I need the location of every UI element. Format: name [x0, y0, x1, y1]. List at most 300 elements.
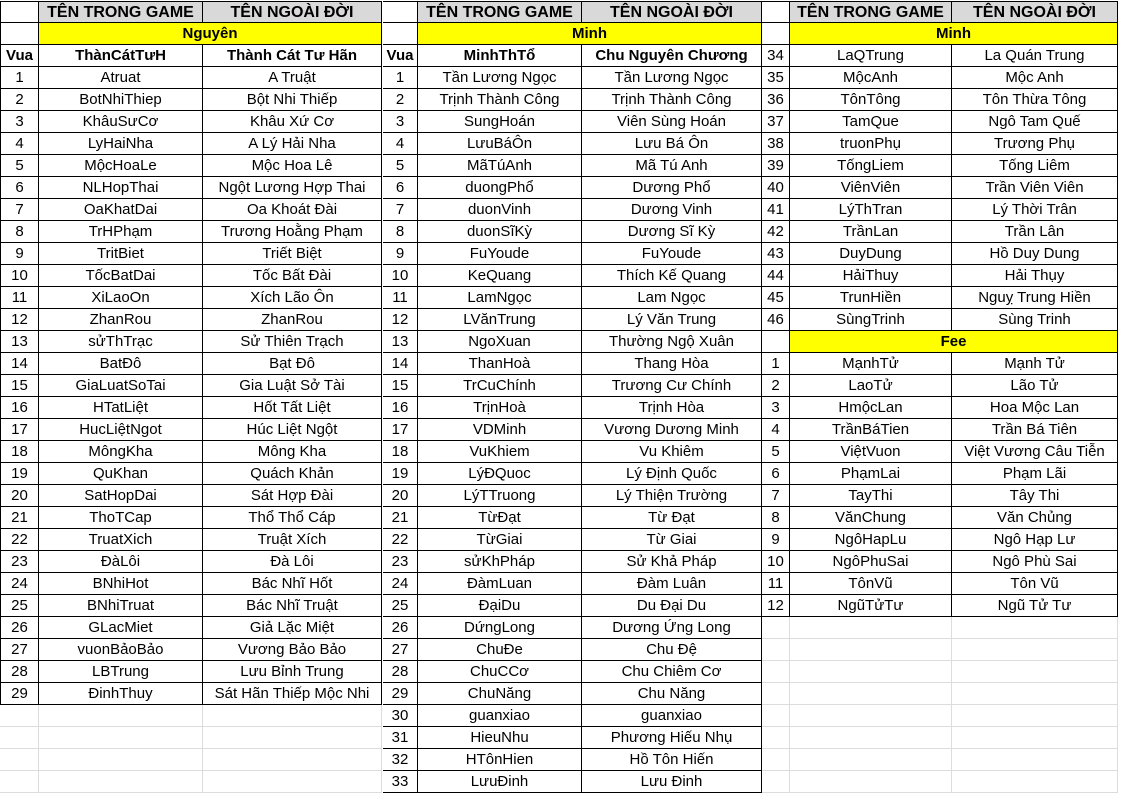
table-cell[interactable]: TốcBatDai: [39, 265, 203, 287]
table-cell[interactable]: Oa Khoát Đài: [203, 199, 382, 221]
table-cell[interactable]: TônVũ: [790, 573, 952, 595]
column-header[interactable]: Vua: [383, 45, 418, 67]
table-cell[interactable]: 10: [383, 265, 418, 287]
table-cell[interactable]: VDMinh: [418, 419, 582, 441]
table-cell[interactable]: TrCuChính: [418, 375, 582, 397]
table-cell[interactable]: Sát Hãn Thiếp Mộc Nhi: [203, 683, 382, 705]
section-title[interactable]: Nguyên: [39, 23, 382, 45]
table-cell[interactable]: Văn Chủng: [952, 507, 1118, 529]
table-cell[interactable]: SùngTrinh: [790, 309, 952, 331]
table-cell[interactable]: Trịnh Hòa: [582, 397, 762, 419]
table-cell[interactable]: TayThi: [790, 485, 952, 507]
table-cell[interactable]: 31: [383, 727, 418, 749]
empty-cell[interactable]: [39, 749, 203, 771]
table-cell[interactable]: Lưu Bỉnh Trung: [203, 661, 382, 683]
table-cell[interactable]: ViênViên: [790, 177, 952, 199]
table-cell[interactable]: LaQTrung: [790, 45, 952, 67]
table-cell[interactable]: 45: [762, 287, 790, 309]
table-cell[interactable]: Vương Dương Minh: [582, 419, 762, 441]
table-cell[interactable]: 26: [0, 617, 39, 639]
table-cell[interactable]: truonPhụ: [790, 133, 952, 155]
table-cell[interactable]: Giả Lặc Miệt: [203, 617, 382, 639]
table-cell[interactable]: Trịnh Thành Công: [582, 89, 762, 111]
header-real-name[interactable]: TÊN NGOÀI ĐỜI: [582, 1, 762, 23]
header-blank-cell[interactable]: [383, 1, 418, 23]
empty-cell[interactable]: [0, 749, 39, 771]
table-cell[interactable]: TritBiet: [39, 243, 203, 265]
table-cell[interactable]: Hồ Tôn Hiến: [582, 749, 762, 771]
empty-cell[interactable]: [790, 639, 952, 661]
table-cell[interactable]: Lưu Bá Ôn: [582, 133, 762, 155]
table-cell[interactable]: 27: [383, 639, 418, 661]
table-cell[interactable]: NLHopThai: [39, 177, 203, 199]
table-cell[interactable]: Du Đại Du: [582, 595, 762, 617]
table-cell[interactable]: 6: [762, 463, 790, 485]
table-cell[interactable]: Dương Vinh: [582, 199, 762, 221]
table-cell[interactable]: Chu Chiêm Cơ: [582, 661, 762, 683]
table-cell[interactable]: Triết Biệt: [203, 243, 382, 265]
table-cell[interactable]: Sùng Trinh: [952, 309, 1118, 331]
table-cell[interactable]: 21: [0, 507, 39, 529]
table-cell[interactable]: 29: [0, 683, 39, 705]
table-cell[interactable]: Tôn Thừa Tông: [952, 89, 1118, 111]
table-cell[interactable]: FuYoude: [582, 243, 762, 265]
table-cell[interactable]: Hải Thụy: [952, 265, 1118, 287]
table-cell[interactable]: TrHPhạm: [39, 221, 203, 243]
table-cell[interactable]: FuYoude: [418, 243, 582, 265]
table-cell[interactable]: 2: [383, 89, 418, 111]
table-cell[interactable]: 15: [0, 375, 39, 397]
table-cell[interactable]: Bạt Đô: [203, 353, 382, 375]
table-cell[interactable]: Trương Cư Chính: [582, 375, 762, 397]
empty-cell[interactable]: [790, 683, 952, 705]
table-cell[interactable]: 27: [0, 639, 39, 661]
empty-cell[interactable]: [762, 617, 790, 639]
empty-cell[interactable]: [952, 683, 1118, 705]
table-cell[interactable]: HmộcLan: [790, 397, 952, 419]
table-cell[interactable]: MộcHoaLe: [39, 155, 203, 177]
table-cell[interactable]: BNhiTruat: [39, 595, 203, 617]
table-cell[interactable]: NgoXuan: [418, 331, 582, 353]
table-cell[interactable]: OaKhatDai: [39, 199, 203, 221]
table-cell[interactable]: Sát Hợp Đài: [203, 485, 382, 507]
table-cell[interactable]: QuKhan: [39, 463, 203, 485]
table-cell[interactable]: Lam Ngọc: [582, 287, 762, 309]
table-cell[interactable]: Trần Viên Viên: [952, 177, 1118, 199]
table-cell[interactable]: Atruat: [39, 67, 203, 89]
table-cell[interactable]: Việt Vương Câu Tiễn: [952, 441, 1118, 463]
table-cell[interactable]: 1: [762, 353, 790, 375]
empty-cell[interactable]: [952, 771, 1118, 793]
empty-cell[interactable]: [790, 705, 952, 727]
empty-cell[interactable]: [762, 727, 790, 749]
table-cell[interactable]: Lý Văn Trung: [582, 309, 762, 331]
table-cell[interactable]: DuyDung: [790, 243, 952, 265]
table-cell[interactable]: Dương Ứng Long: [582, 617, 762, 639]
table-cell[interactable]: 16: [0, 397, 39, 419]
table-cell[interactable]: Thường Ngộ Xuân: [582, 331, 762, 353]
column-header[interactable]: Thành Cát Tư Hãn: [203, 45, 382, 67]
table-cell[interactable]: 44: [762, 265, 790, 287]
table-cell[interactable]: TrầnBáTien: [790, 419, 952, 441]
table-cell[interactable]: TrầnLan: [790, 221, 952, 243]
table-cell[interactable]: Mộc Anh: [952, 67, 1118, 89]
table-cell[interactable]: 7: [383, 199, 418, 221]
empty-cell[interactable]: [790, 771, 952, 793]
table-cell[interactable]: Khâu Xứ Cơ: [203, 111, 382, 133]
empty-cell[interactable]: [762, 683, 790, 705]
table-cell[interactable]: TamQue: [790, 111, 952, 133]
empty-cell[interactable]: [39, 727, 203, 749]
table-cell[interactable]: Tần Lương Ngọc: [418, 67, 582, 89]
table-cell[interactable]: LýĐQuoc: [418, 463, 582, 485]
table-cell[interactable]: Húc Liệt Ngột: [203, 419, 382, 441]
table-cell[interactable]: vuonBảoBảo: [39, 639, 203, 661]
table-cell[interactable]: 28: [383, 661, 418, 683]
table-cell[interactable]: 18: [383, 441, 418, 463]
table-cell[interactable]: ĐạiDu: [418, 595, 582, 617]
table-cell[interactable]: 30: [383, 705, 418, 727]
table-cell[interactable]: duonVinh: [418, 199, 582, 221]
section-blank-cell[interactable]: [762, 331, 790, 353]
table-cell[interactable]: Quách Khản: [203, 463, 382, 485]
table-cell[interactable]: 3: [0, 111, 39, 133]
table-cell[interactable]: Bác Nhĩ Hốt: [203, 573, 382, 595]
table-cell[interactable]: PhạmLai: [790, 463, 952, 485]
table-cell[interactable]: Phạm Lãi: [952, 463, 1118, 485]
table-cell[interactable]: 5: [0, 155, 39, 177]
table-cell[interactable]: 13: [383, 331, 418, 353]
table-cell[interactable]: 12: [0, 309, 39, 331]
table-cell[interactable]: sửKhPháp: [418, 551, 582, 573]
table-cell[interactable]: TrịnHoà: [418, 397, 582, 419]
empty-cell[interactable]: [952, 705, 1118, 727]
table-cell[interactable]: Chu Năng: [582, 683, 762, 705]
table-cell[interactable]: 5: [383, 155, 418, 177]
empty-cell[interactable]: [952, 727, 1118, 749]
table-cell[interactable]: 8: [0, 221, 39, 243]
table-cell[interactable]: Tốc Bất Đài: [203, 265, 382, 287]
table-cell[interactable]: ĐàLôi: [39, 551, 203, 573]
empty-cell[interactable]: [203, 705, 382, 727]
table-cell[interactable]: Bột Nhi Thiếp: [203, 89, 382, 111]
table-cell[interactable]: 11: [383, 287, 418, 309]
table-cell[interactable]: 15: [383, 375, 418, 397]
table-cell[interactable]: MạnhTử: [790, 353, 952, 375]
empty-cell[interactable]: [952, 661, 1118, 683]
section-title[interactable]: Fee: [790, 331, 1118, 353]
table-cell[interactable]: NgôPhuSai: [790, 551, 952, 573]
table-cell[interactable]: 28: [0, 661, 39, 683]
table-cell[interactable]: Lão Tử: [952, 375, 1118, 397]
table-cell[interactable]: KeQuang: [418, 265, 582, 287]
table-cell[interactable]: TruatXich: [39, 529, 203, 551]
table-cell[interactable]: HTatLiệt: [39, 397, 203, 419]
table-cell[interactable]: LamNgọc: [418, 287, 582, 309]
table-cell[interactable]: LýThTran: [790, 199, 952, 221]
table-cell[interactable]: 3: [762, 397, 790, 419]
table-cell[interactable]: Đà Lôi: [203, 551, 382, 573]
table-cell[interactable]: TừĐạt: [418, 507, 582, 529]
empty-cell[interactable]: [790, 661, 952, 683]
empty-cell[interactable]: [790, 617, 952, 639]
table-cell[interactable]: 46: [762, 309, 790, 331]
header-blank-cell[interactable]: [762, 1, 790, 23]
table-cell[interactable]: 4: [762, 419, 790, 441]
table-cell[interactable]: Vương Bảo Bảo: [203, 639, 382, 661]
section-title[interactable]: Minh: [418, 23, 762, 45]
table-cell[interactable]: Hoa Mộc Lan: [952, 397, 1118, 419]
table-cell[interactable]: 24: [0, 573, 39, 595]
table-cell[interactable]: Từ Đạt: [582, 507, 762, 529]
empty-cell[interactable]: [952, 617, 1118, 639]
table-cell[interactable]: 38: [762, 133, 790, 155]
table-cell[interactable]: HảiThuy: [790, 265, 952, 287]
table-cell[interactable]: NgôHapLu: [790, 529, 952, 551]
table-cell[interactable]: 17: [383, 419, 418, 441]
empty-cell[interactable]: [762, 639, 790, 661]
table-cell[interactable]: Ngô Hạp Lư: [952, 529, 1118, 551]
table-cell[interactable]: 13: [0, 331, 39, 353]
table-cell[interactable]: TốngLiem: [790, 155, 952, 177]
table-cell[interactable]: HieuNhu: [418, 727, 582, 749]
table-cell[interactable]: ĐinhThuy: [39, 683, 203, 705]
table-cell[interactable]: Ngột Lương Hợp Thai: [203, 177, 382, 199]
table-cell[interactable]: GiaLuatSoTai: [39, 375, 203, 397]
table-cell[interactable]: Chu Đệ: [582, 639, 762, 661]
table-cell[interactable]: Lý Định Quốc: [582, 463, 762, 485]
table-cell[interactable]: Tây Thi: [952, 485, 1118, 507]
table-cell[interactable]: GLacMiet: [39, 617, 203, 639]
empty-cell[interactable]: [0, 727, 39, 749]
table-cell[interactable]: Ngô Phù Sai: [952, 551, 1118, 573]
table-cell[interactable]: LưuBáÔn: [418, 133, 582, 155]
table-cell[interactable]: A Lý Hải Nha: [203, 133, 382, 155]
table-cell[interactable]: SatHopDai: [39, 485, 203, 507]
header-game-name[interactable]: TÊN TRONG GAME: [418, 1, 582, 23]
table-cell[interactable]: 36: [762, 89, 790, 111]
table-cell[interactable]: TrunHiền: [790, 287, 952, 309]
table-cell[interactable]: 12: [383, 309, 418, 331]
table-cell[interactable]: guanxiao: [582, 705, 762, 727]
table-cell[interactable]: 19: [0, 463, 39, 485]
header-real-name[interactable]: TÊN NGOÀI ĐỜI: [203, 1, 382, 23]
table-cell[interactable]: Tôn Vũ: [952, 573, 1118, 595]
empty-cell[interactable]: [0, 705, 39, 727]
empty-cell[interactable]: [790, 727, 952, 749]
table-cell[interactable]: 4: [0, 133, 39, 155]
table-cell[interactable]: 9: [383, 243, 418, 265]
table-cell[interactable]: ThoTCap: [39, 507, 203, 529]
table-cell[interactable]: MãTúAnh: [418, 155, 582, 177]
table-cell[interactable]: 17: [0, 419, 39, 441]
table-cell[interactable]: 1: [0, 67, 39, 89]
table-cell[interactable]: LyHaiNha: [39, 133, 203, 155]
table-cell[interactable]: Dương Phổ: [582, 177, 762, 199]
table-cell[interactable]: Sử Thiên Trạch: [203, 331, 382, 353]
header-game-name[interactable]: TÊN TRONG GAME: [790, 1, 952, 23]
table-cell[interactable]: 2: [762, 375, 790, 397]
table-cell[interactable]: Vu Khiêm: [582, 441, 762, 463]
table-cell[interactable]: ĐàmLuan: [418, 573, 582, 595]
table-cell[interactable]: VănChung: [790, 507, 952, 529]
table-cell[interactable]: 12: [762, 595, 790, 617]
table-cell[interactable]: Mông Kha: [203, 441, 382, 463]
table-cell[interactable]: Ngũ Tử Tư: [952, 595, 1118, 617]
empty-cell[interactable]: [952, 639, 1118, 661]
table-cell[interactable]: 23: [0, 551, 39, 573]
table-cell[interactable]: Xích Lão Ôn: [203, 287, 382, 309]
table-cell[interactable]: 42: [762, 221, 790, 243]
table-cell[interactable]: 32: [383, 749, 418, 771]
empty-cell[interactable]: [203, 749, 382, 771]
table-cell[interactable]: Gia Luật Sở Tài: [203, 375, 382, 397]
empty-cell[interactable]: [762, 705, 790, 727]
table-cell[interactable]: 10: [0, 265, 39, 287]
table-cell[interactable]: ChuNăng: [418, 683, 582, 705]
table-cell[interactable]: NgũTửTư: [790, 595, 952, 617]
table-cell[interactable]: Trần Lân: [952, 221, 1118, 243]
table-cell[interactable]: A Truật: [203, 67, 382, 89]
table-cell[interactable]: LVănTrung: [418, 309, 582, 331]
table-cell[interactable]: BNhiHot: [39, 573, 203, 595]
table-cell[interactable]: 2: [0, 89, 39, 111]
table-cell[interactable]: 14: [383, 353, 418, 375]
table-cell[interactable]: ZhanRou: [203, 309, 382, 331]
table-cell[interactable]: LưuĐinh: [418, 771, 582, 793]
table-cell[interactable]: ViệtVuon: [790, 441, 952, 463]
table-cell[interactable]: Từ Giai: [582, 529, 762, 551]
table-cell[interactable]: Nguỵ Trung Hiền: [952, 287, 1118, 309]
table-cell[interactable]: 11: [762, 573, 790, 595]
column-header[interactable]: Vua: [0, 45, 39, 67]
table-cell[interactable]: 37: [762, 111, 790, 133]
empty-cell[interactable]: [0, 771, 39, 793]
table-cell[interactable]: Hốt Tất Liệt: [203, 397, 382, 419]
header-game-name[interactable]: TÊN TRONG GAME: [39, 1, 203, 23]
table-cell[interactable]: LBTrung: [39, 661, 203, 683]
table-cell[interactable]: 29: [383, 683, 418, 705]
table-cell[interactable]: 24: [383, 573, 418, 595]
column-header[interactable]: MinhThTổ: [418, 45, 582, 67]
table-cell[interactable]: 5: [762, 441, 790, 463]
header-real-name[interactable]: TÊN NGOÀI ĐỜI: [952, 1, 1118, 23]
empty-cell[interactable]: [203, 771, 382, 793]
column-header[interactable]: Chu Nguyên Chương: [582, 45, 762, 67]
table-cell[interactable]: DứngLong: [418, 617, 582, 639]
table-cell[interactable]: 11: [0, 287, 39, 309]
table-cell[interactable]: Lý Thiện Trường: [582, 485, 762, 507]
table-cell[interactable]: Mạnh Tử: [952, 353, 1118, 375]
table-cell[interactable]: 10: [762, 551, 790, 573]
table-cell[interactable]: 43: [762, 243, 790, 265]
table-cell[interactable]: Ngô Tam Quế: [952, 111, 1118, 133]
table-cell[interactable]: HTônHien: [418, 749, 582, 771]
table-cell[interactable]: ThanHoà: [418, 353, 582, 375]
table-cell[interactable]: Lưu Đinh: [582, 771, 762, 793]
table-cell[interactable]: 40: [762, 177, 790, 199]
table-cell[interactable]: guanxiao: [418, 705, 582, 727]
table-cell[interactable]: ChuĐe: [418, 639, 582, 661]
table-cell[interactable]: duongPhổ: [418, 177, 582, 199]
table-cell[interactable]: TônTông: [790, 89, 952, 111]
table-cell[interactable]: Mộc Hoa Lê: [203, 155, 382, 177]
table-cell[interactable]: LýTTruong: [418, 485, 582, 507]
table-cell[interactable]: 20: [383, 485, 418, 507]
table-cell[interactable]: 6: [383, 177, 418, 199]
table-cell[interactable]: Đàm Luân: [582, 573, 762, 595]
table-cell[interactable]: XiLaoOn: [39, 287, 203, 309]
table-cell[interactable]: 34: [762, 45, 790, 67]
empty-cell[interactable]: [952, 749, 1118, 771]
column-header[interactable]: ThànCátTưH: [39, 45, 203, 67]
table-cell[interactable]: BatĐô: [39, 353, 203, 375]
empty-cell[interactable]: [39, 705, 203, 727]
table-cell[interactable]: TừGiai: [418, 529, 582, 551]
table-cell[interactable]: HucLiệtNgot: [39, 419, 203, 441]
table-cell[interactable]: 9: [0, 243, 39, 265]
empty-cell[interactable]: [203, 727, 382, 749]
table-cell[interactable]: Trương Phụ: [952, 133, 1118, 155]
table-cell[interactable]: 1: [383, 67, 418, 89]
table-cell[interactable]: Trần Bá Tiên: [952, 419, 1118, 441]
table-cell[interactable]: MộcAnh: [790, 67, 952, 89]
table-cell[interactable]: 25: [383, 595, 418, 617]
table-cell[interactable]: 22: [0, 529, 39, 551]
table-cell[interactable]: 16: [383, 397, 418, 419]
table-cell[interactable]: duonSĩKỳ: [418, 221, 582, 243]
empty-cell[interactable]: [762, 749, 790, 771]
table-cell[interactable]: La Quán Trung: [952, 45, 1118, 67]
table-cell[interactable]: 18: [0, 441, 39, 463]
table-cell[interactable]: Mã Tú Anh: [582, 155, 762, 177]
table-cell[interactable]: 21: [383, 507, 418, 529]
table-cell[interactable]: Phương Hiếu Nhụ: [582, 727, 762, 749]
table-cell[interactable]: Tần Lương Ngọc: [582, 67, 762, 89]
table-cell[interactable]: 35: [762, 67, 790, 89]
table-cell[interactable]: 7: [0, 199, 39, 221]
table-cell[interactable]: 3: [383, 111, 418, 133]
section-blank-cell[interactable]: [762, 23, 790, 45]
table-cell[interactable]: BotNhiThiep: [39, 89, 203, 111]
empty-cell[interactable]: [790, 749, 952, 771]
table-cell[interactable]: Dương Sĩ Kỳ: [582, 221, 762, 243]
table-cell[interactable]: Truật Xích: [203, 529, 382, 551]
table-cell[interactable]: Hồ Duy Dung: [952, 243, 1118, 265]
table-cell[interactable]: 39: [762, 155, 790, 177]
table-cell[interactable]: LaoTử: [790, 375, 952, 397]
table-cell[interactable]: 9: [762, 529, 790, 551]
table-cell[interactable]: Thổ Thổ Cáp: [203, 507, 382, 529]
table-cell[interactable]: 33: [383, 771, 418, 793]
table-cell[interactable]: Bác Nhĩ Truật: [203, 595, 382, 617]
section-title[interactable]: Minh: [790, 23, 1118, 45]
table-cell[interactable]: 8: [383, 221, 418, 243]
table-cell[interactable]: VuKhiem: [418, 441, 582, 463]
table-cell[interactable]: 14: [0, 353, 39, 375]
table-cell[interactable]: Thang Hòa: [582, 353, 762, 375]
section-blank-cell[interactable]: [0, 23, 39, 45]
table-cell[interactable]: Trịnh Thành Công: [418, 89, 582, 111]
table-cell[interactable]: KhâuSưCơ: [39, 111, 203, 133]
table-cell[interactable]: SungHoán: [418, 111, 582, 133]
table-cell[interactable]: 6: [0, 177, 39, 199]
table-cell[interactable]: 4: [383, 133, 418, 155]
table-cell[interactable]: Viên Sùng Hoán: [582, 111, 762, 133]
table-cell[interactable]: Lý Thời Trân: [952, 199, 1118, 221]
table-cell[interactable]: 7: [762, 485, 790, 507]
table-cell[interactable]: Trương Hoằng Phạm: [203, 221, 382, 243]
